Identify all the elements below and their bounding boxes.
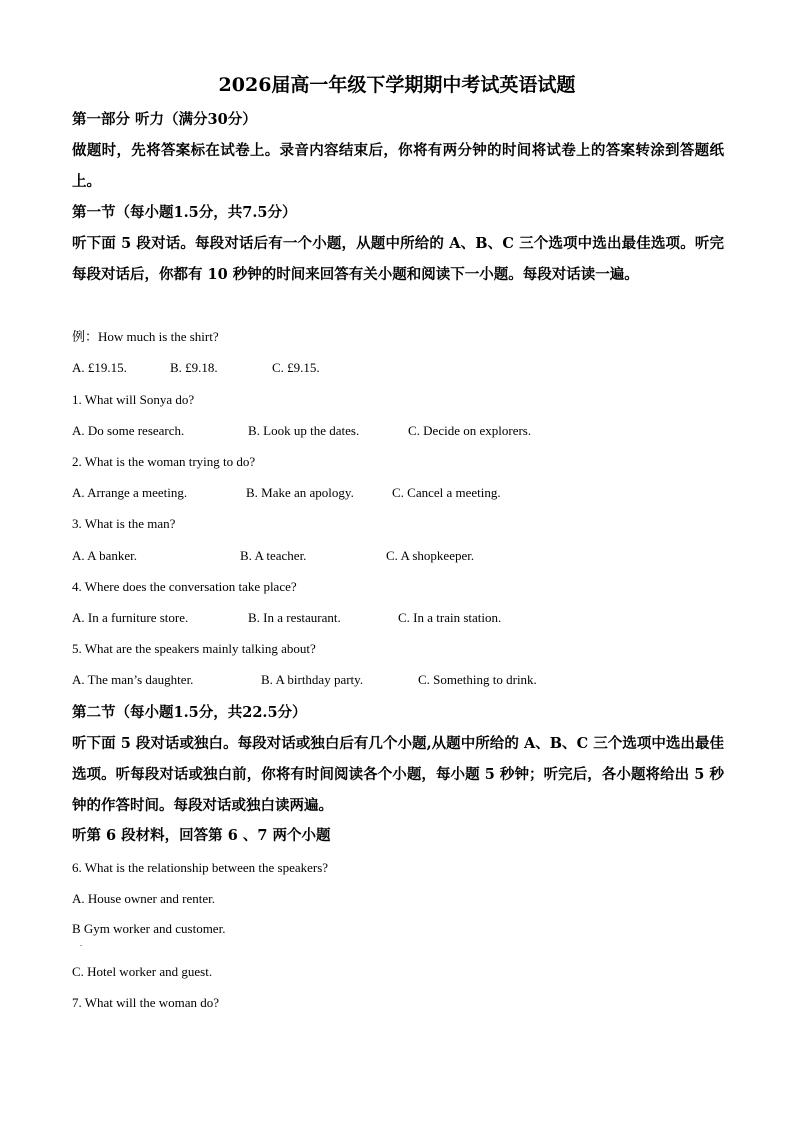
section1-instructions: 听下面 5 段对话。每段对话后有一个小题，从题中所给的 A、B、C 三个选项中选出最佳选项。听完每段对话后，你都有 10 秒钟的时间来回答有关小题和阅读下一小题。每段对话读一遍。 (72, 235, 724, 283)
q5-option-b: B. A birthday party. (261, 672, 364, 687)
section2-instructions: 听下面 5 段对话或独白。每段对话或独白后有几个小题,从题中所给的 A、B、C 三个选项中选出最佳选项。听每段对话或独白前，你将有时间阅读各个小题，每小题 5 秒钟；听完后，各小题将给出 5 秒钟的作答时间。每段对话或独白读两遍。 (72, 735, 724, 814)
example-option-c: C. £9.15. (272, 360, 320, 375)
example-option-b: B. £9.18. (170, 360, 218, 375)
example-question: 例：How much is the shirt? (72, 329, 219, 344)
q3-option-b: B. A teacher. (240, 548, 307, 563)
q5-option-a: A. The man’s daughter. (72, 672, 194, 687)
section1-heading: 第一节（每小题1.5分，共7.5分） (72, 204, 297, 221)
q3-option-a: A. A banker. (72, 548, 137, 563)
q2-option-c: C. Cancel a meeting. (392, 485, 501, 500)
example-option-a: A. £19.15. (72, 360, 127, 375)
q6-option-c: C. Hotel worker and guest. (72, 964, 213, 979)
part1-heading: 第一部分 听力（满分30分） (72, 111, 257, 128)
q6-option-b: B Gym worker and customer. (72, 921, 226, 936)
q6-option-a: A. House owner and renter. (72, 891, 215, 906)
exam-title: 2026届高一年级下学期期中考试英语试题 (218, 74, 576, 96)
q4-option-c: C. In a train station. (398, 610, 502, 625)
q1-option-a: A. Do some research. (72, 423, 185, 438)
material6-heading: 听第 6 段材料，回答第 6 、7 两个小题 (72, 827, 331, 844)
q5-option-c: C. Something to drink. (418, 672, 537, 687)
question-2: 2. What is the woman trying to do? (72, 454, 256, 469)
q3-option-c: C. A shopkeeper. (386, 548, 475, 563)
question-6: 6. What is the relationship between the speakers? (72, 860, 329, 875)
question-7: 7. What will the woman do? (72, 995, 220, 1010)
q4-option-a: A. In a furniture store. (72, 610, 189, 625)
q1-option-c: C. Decide on explorers. (408, 423, 532, 438)
question-5: 5. What are the speakers mainly talking about? (72, 641, 316, 656)
q2-option-b: B. Make an apology. (246, 485, 354, 500)
question-4: 4. Where does the conversation take place? (72, 579, 297, 594)
part1-instructions: 做题时，先将答案标在试卷上。录音内容结束后，你将有两分钟的时间将试卷上的答案转涂到答题纸上。 (72, 142, 724, 190)
q1-option-b: B. Look up the dates. (248, 423, 360, 438)
section2-heading: 第二节（每小题1.5分，共22.5分） (72, 704, 307, 721)
q4-option-b: B. In a restaurant. (248, 610, 341, 625)
question-3: 3. What is the man? (72, 516, 176, 531)
question-1: 1. What will Sonya do? (72, 392, 195, 407)
q2-option-a: A. Arrange a meeting. (72, 485, 188, 500)
stray-mark: . (80, 939, 82, 948)
